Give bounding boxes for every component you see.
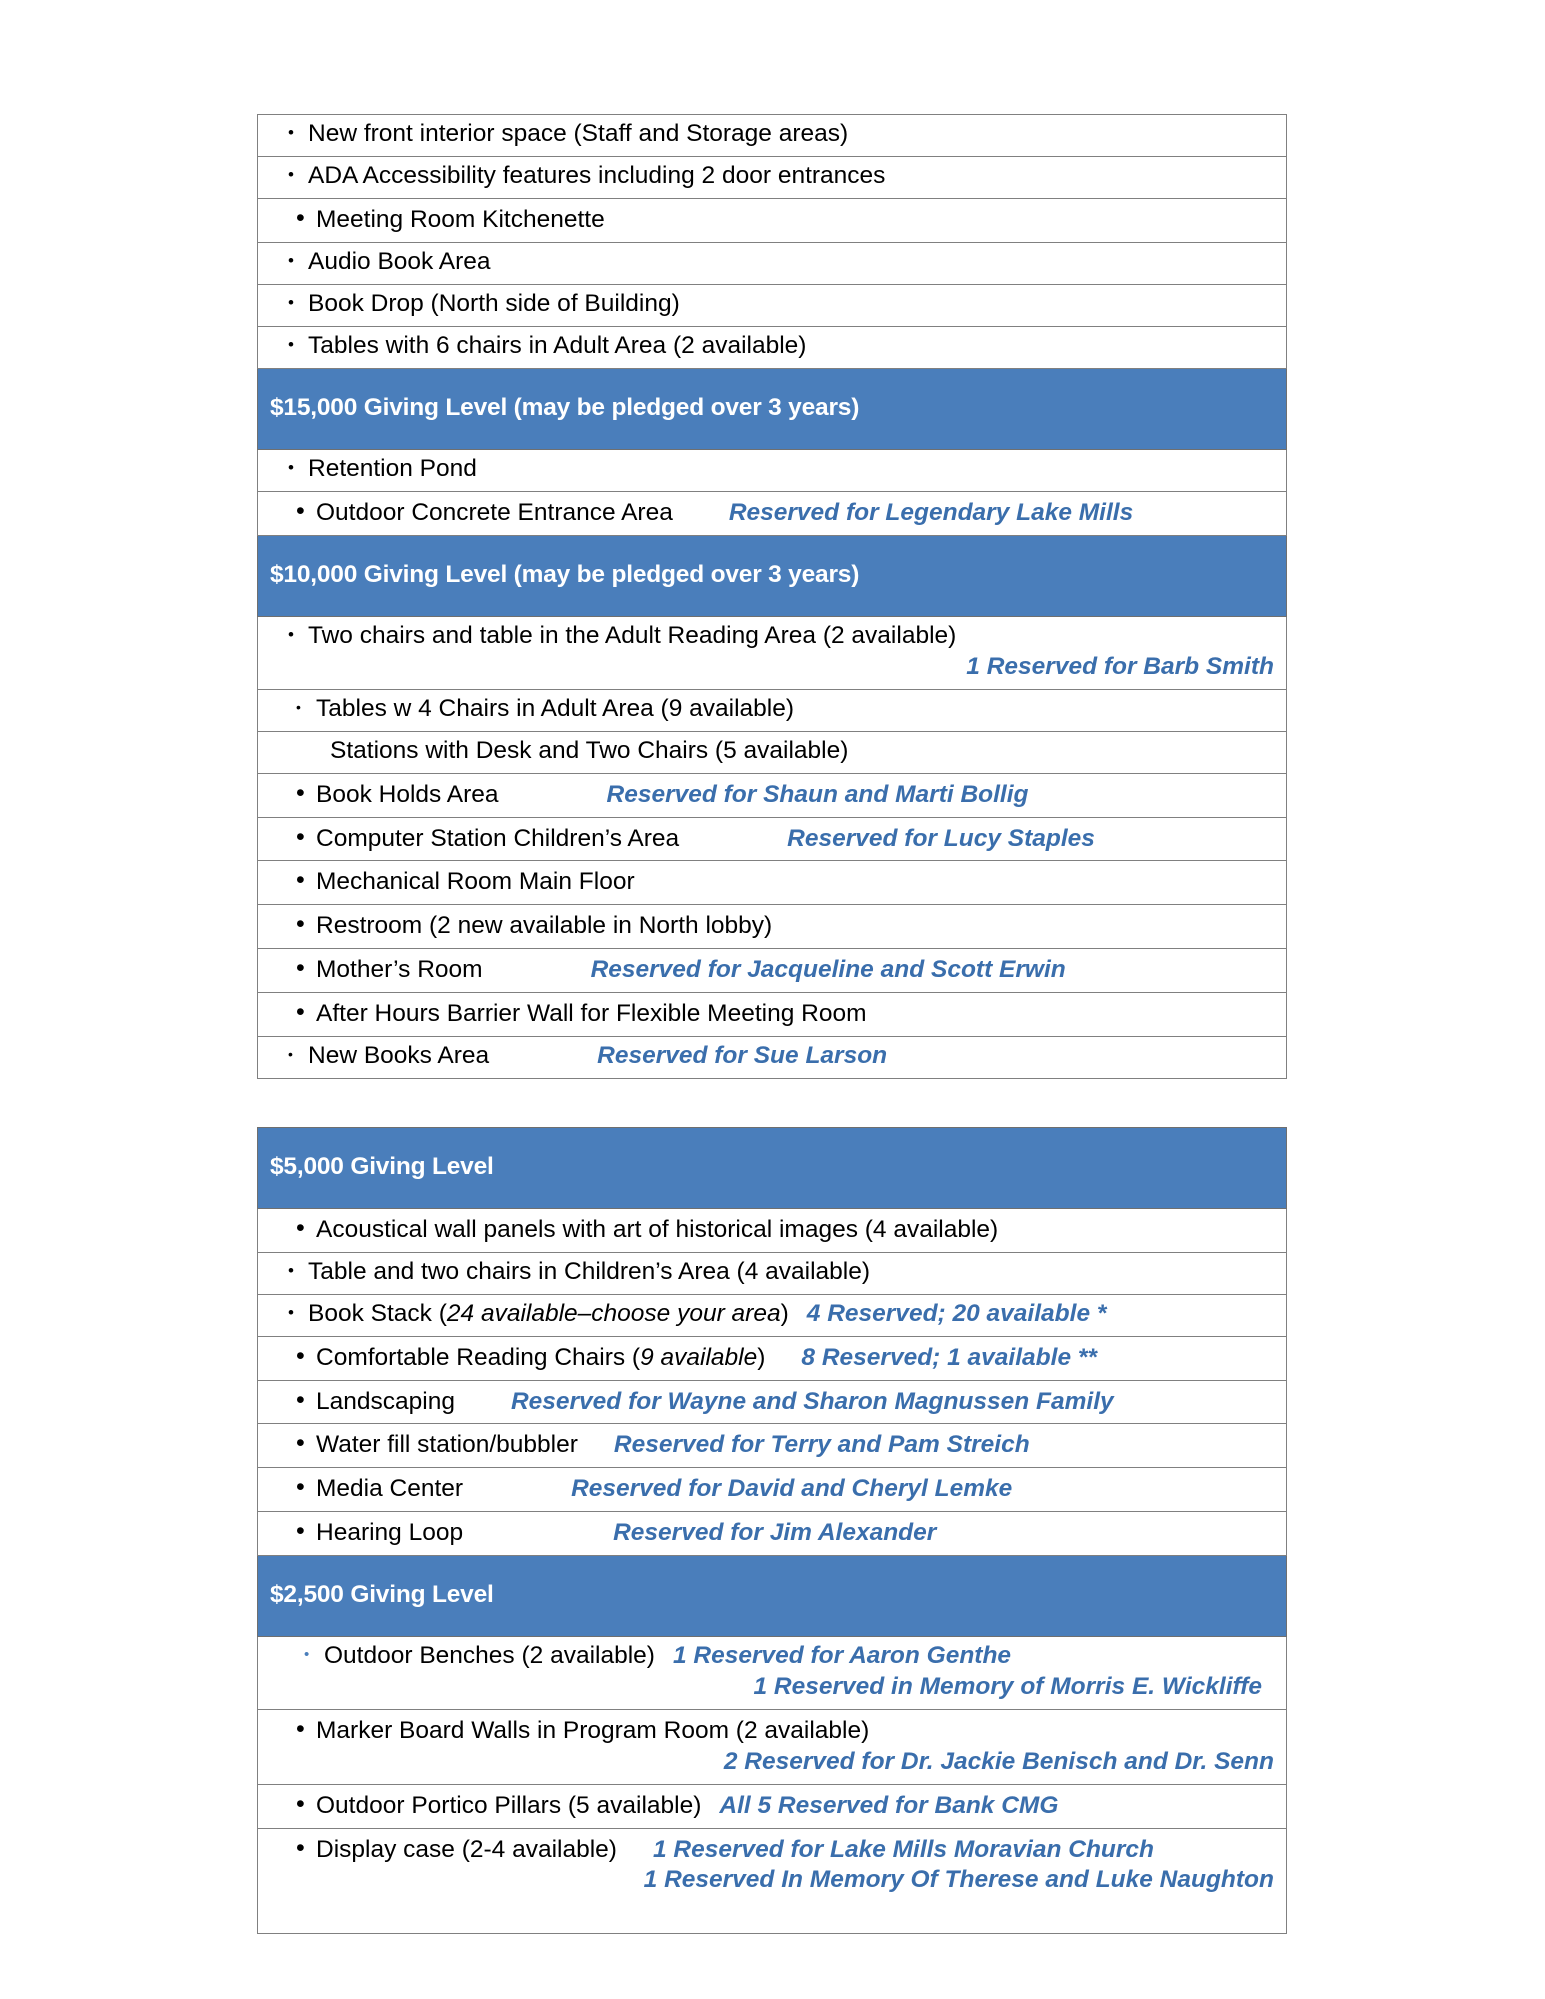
- table-row: [258, 993, 1287, 1037]
- reserved-note: Reserved for David and Cheryl Lemke: [571, 1475, 1013, 1503]
- reserved-note: Reserved for Legendary Lake Mills: [728, 498, 1134, 526]
- table-separator: [257, 1079, 1287, 1127]
- giving-level-title: $15,000 Giving Level (may be pledged over 3 years): [270, 393, 860, 421]
- table-row: [258, 616, 1287, 689]
- item-text: Retention Pond: [308, 454, 477, 482]
- table-row: [258, 1512, 1287, 1556]
- reserved-note: Reserved for Shaun and Marti Bollig: [606, 780, 1029, 808]
- item-text: Computer Station Children’s Area: [316, 824, 680, 852]
- item-text: Stations with Desk and Two Chairs (5 available): [330, 736, 849, 764]
- table-row: [258, 817, 1287, 861]
- table-row: [258, 731, 1287, 773]
- table-row: [258, 1710, 1287, 1785]
- table-row: [258, 326, 1287, 368]
- table-row: [258, 905, 1287, 949]
- giving-level-title: $5,000 Giving Level: [270, 1152, 494, 1180]
- giving-level-header-2500: [258, 1556, 1287, 1637]
- item-text: Two chairs and table in the Adult Reading Area (2 available): [308, 621, 957, 649]
- table-row: [258, 1294, 1287, 1336]
- reserved-note: Reserved for Lucy Staples: [787, 824, 1095, 852]
- table-row: [258, 1468, 1287, 1512]
- table-row: [258, 491, 1287, 535]
- reserved-note: 4 Reserved; 20 available *: [806, 1299, 1107, 1327]
- item-text: Audio Book Area: [308, 247, 491, 275]
- item-text: Book Drop (North side of Building): [308, 289, 680, 317]
- giving-level-title: $10,000 Giving Level (may be pledged over 3 years): [270, 560, 860, 588]
- table-row: [258, 157, 1287, 199]
- table-row: [258, 861, 1287, 905]
- item-text: Tables w 4 Chairs in Adult Area (9 available): [316, 694, 795, 722]
- giving-level-title: $2,500 Giving Level: [270, 1580, 494, 1608]
- giving-level-header-5000: [258, 1127, 1287, 1208]
- item-text: Mechanical Room Main Floor: [316, 868, 635, 896]
- item-text-before: Book Stack (: [308, 1299, 447, 1327]
- table-row: [258, 115, 1287, 157]
- reserved-note: Reserved for Terry and Pam Streich: [613, 1431, 1030, 1459]
- item-text-italic: 9 available: [640, 1343, 758, 1371]
- reserved-note: Reserved for Sue Larson: [597, 1041, 888, 1069]
- item-text: Landscaping: [316, 1387, 455, 1415]
- table-row: [258, 449, 1287, 491]
- reserved-note: 1 Reserved for Aaron Genthe: [672, 1642, 1012, 1670]
- reserved-note-second: 1 Reserved In Memory Of Therese and Luke Naughton: [643, 1866, 1274, 1894]
- table-row: [258, 1336, 1287, 1380]
- reserved-note: 1 Reserved for Lake Mills Moravian Church: [652, 1835, 1155, 1863]
- table-row: [258, 1036, 1287, 1078]
- giving-levels-table-lower: [257, 1127, 1287, 1934]
- table-row: [258, 689, 1287, 731]
- item-text: Water fill station/bubbler: [316, 1431, 578, 1459]
- item-text: Outdoor Concrete Entrance Area: [316, 498, 673, 526]
- item-text: New front interior space (Staff and Storage areas): [308, 120, 849, 147]
- table-row: [258, 1252, 1287, 1294]
- table-row: [258, 1208, 1287, 1252]
- table-row: [258, 773, 1287, 817]
- item-text: Mother’s Room: [316, 956, 483, 984]
- reserved-note: All 5 Reserved for Bank CMG: [719, 1791, 1059, 1819]
- table-row: [258, 199, 1287, 243]
- item-text: ADA Accessibility features including 2 door entrances: [308, 162, 886, 189]
- table-row: [258, 1828, 1287, 1934]
- reserved-note: Reserved for Wayne and Sharon Magnussen Family: [510, 1387, 1114, 1415]
- reserved-note: Reserved for Jacqueline and Scott Erwin: [590, 956, 1066, 984]
- item-text: Table and two chairs in Children’s Area (4 available): [308, 1257, 870, 1285]
- table-row: [258, 1637, 1287, 1710]
- item-text: Outdoor Portico Pillars (5 available): [316, 1791, 702, 1819]
- item-text: Marker Board Walls in Program Room (2 available): [316, 1717, 870, 1745]
- item-text: New Books Area: [308, 1041, 490, 1069]
- reserved-note: 1 Reserved for Barb Smith: [966, 652, 1274, 680]
- item-text-after: ): [780, 1299, 789, 1327]
- table-row: [258, 949, 1287, 993]
- document-body: [257, 114, 1287, 1934]
- item-text: Tables with 6 chairs in Adult Area (2 available): [308, 331, 807, 359]
- table-row: [258, 1380, 1287, 1424]
- giving-level-header-15000: [258, 368, 1287, 449]
- item-text: Acoustical wall panels with art of historical images (4 available): [316, 1215, 999, 1243]
- reserved-note-second: 2 Reserved for Dr. Jackie Benisch and Dr. Senn: [723, 1747, 1274, 1775]
- item-text-after: ): [757, 1343, 766, 1371]
- reserved-note-second: 1 Reserved in Memory of Morris E. Wickliffe: [753, 1672, 1262, 1700]
- giving-level-header-10000: [258, 535, 1287, 616]
- item-text: Display case (2-4 available): [316, 1835, 617, 1863]
- item-text: Book Holds Area: [316, 780, 499, 808]
- reserved-note: 8 Reserved; 1 available **: [801, 1343, 1097, 1371]
- item-text-before: Comfortable Reading Chairs (: [316, 1343, 641, 1371]
- item-text: Hearing Loop: [316, 1519, 464, 1547]
- giving-levels-table-upper: [257, 114, 1287, 1079]
- reserved-note: Reserved for Jim Alexander: [613, 1519, 937, 1547]
- item-text: Media Center: [316, 1475, 464, 1503]
- item-text: Restroom (2 new available in North lobby): [316, 912, 773, 940]
- table-row: [258, 284, 1287, 326]
- item-text-italic: 24 available–choose your area: [446, 1299, 781, 1327]
- table-row: [258, 1424, 1287, 1468]
- table-row: [258, 1784, 1287, 1828]
- item-text: Meeting Room Kitchenette: [316, 206, 605, 233]
- table-row: [258, 242, 1287, 284]
- item-text: Outdoor Benches (2 available): [324, 1642, 655, 1670]
- item-text: After Hours Barrier Wall for Flexible Meeting Room: [316, 1000, 867, 1028]
